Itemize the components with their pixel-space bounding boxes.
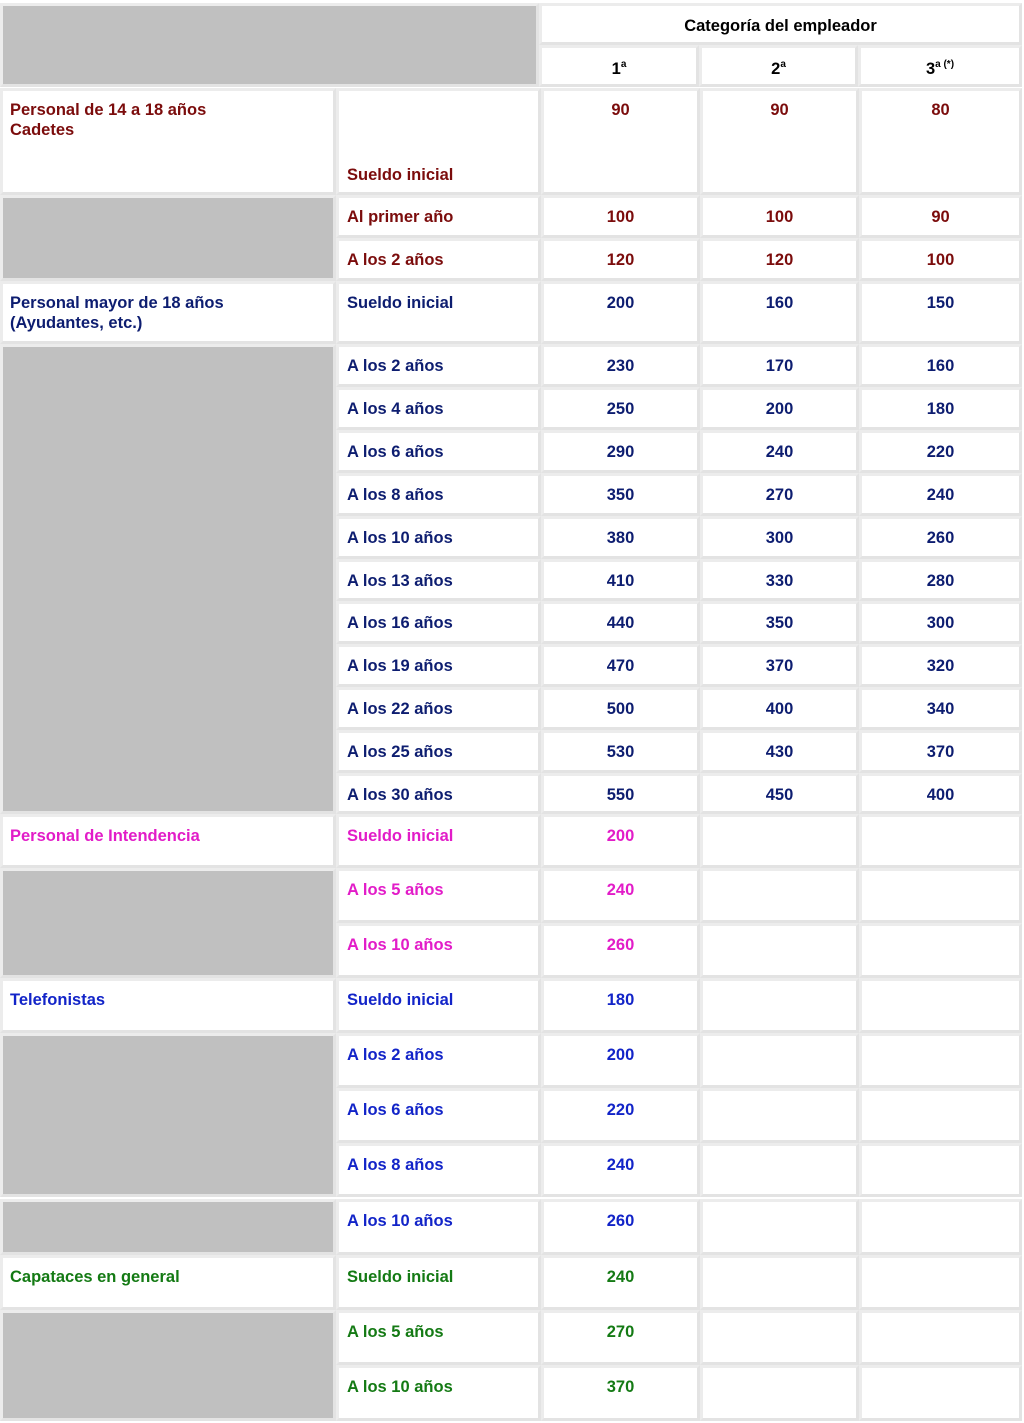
row-label-cell — [336, 601, 541, 644]
value-cell — [859, 195, 1022, 238]
cell-value: 160 — [765, 294, 794, 312]
cell-value: 170 — [765, 357, 794, 375]
value-cell — [541, 814, 700, 868]
value-cell — [700, 644, 859, 687]
cell-value: 260 — [926, 529, 955, 547]
value-cell — [859, 516, 1022, 559]
cell-value: 550 — [606, 786, 635, 804]
value-cell — [541, 687, 700, 730]
value-cell — [859, 559, 1022, 601]
value-cell — [859, 1033, 1022, 1088]
row-label: A los 6 años — [347, 443, 444, 461]
row-label-cell — [336, 1143, 541, 1197]
cell-value: 200 — [606, 827, 635, 845]
value-cell — [700, 601, 859, 644]
row-label-cell — [336, 923, 541, 978]
value-cell — [541, 773, 700, 814]
cell-value: 370 — [765, 657, 794, 675]
value-cell — [541, 644, 700, 687]
row-label: A los 5 años — [347, 881, 444, 899]
cell-value: 350 — [765, 614, 794, 632]
value-cell — [700, 1033, 859, 1088]
group-label: Personal de 14 a 18 años — [10, 101, 207, 119]
cell-value: 240 — [606, 881, 635, 899]
value-cell — [541, 1255, 700, 1310]
value-cell — [859, 344, 1022, 387]
value-cell — [859, 1199, 1022, 1255]
row-label-cell — [336, 1088, 541, 1143]
row-label: Sueldo inicial — [347, 166, 454, 184]
header-title: Categoría del empleador — [684, 17, 877, 35]
group-filler-cell — [0, 1033, 336, 1197]
cell-value: 240 — [765, 443, 794, 461]
value-cell — [859, 601, 1022, 644]
group-label-cell — [0, 814, 336, 868]
header-col-1 — [539, 45, 699, 87]
value-cell — [541, 601, 700, 644]
row-label-cell — [336, 1310, 541, 1365]
group-label-cell — [0, 1255, 336, 1310]
group-label: Capataces en general — [10, 1268, 180, 1286]
value-cell — [541, 1143, 700, 1197]
row-label: A los 10 años — [347, 936, 453, 954]
group-filler-cell — [0, 868, 336, 978]
header-col-2-label: 2$^a$ — [771, 59, 786, 78]
value-cell — [859, 430, 1022, 473]
cell-value: 180 — [926, 400, 955, 418]
row-label-cell — [336, 473, 541, 516]
value-cell — [859, 1365, 1022, 1421]
value-cell — [859, 1255, 1022, 1310]
value-cell — [700, 687, 859, 730]
row-label-cell — [336, 730, 541, 773]
value-cell — [541, 516, 700, 559]
row-label-cell — [336, 88, 541, 195]
group-filler-cell — [0, 1310, 336, 1421]
cell-value: 470 — [606, 657, 635, 675]
value-cell — [541, 1033, 700, 1088]
row-label: A los 2 años — [347, 357, 444, 375]
value-cell — [700, 516, 859, 559]
header-col-3 — [858, 45, 1022, 87]
value-cell — [700, 923, 859, 978]
value-cell — [541, 868, 700, 923]
row-label-cell — [336, 238, 541, 281]
cell-value: 250 — [606, 400, 635, 418]
value-cell — [541, 88, 700, 195]
value-cell — [541, 195, 700, 238]
cell-value: 120 — [765, 251, 794, 269]
group-filler-cell — [0, 1199, 336, 1255]
value-cell — [700, 1365, 859, 1421]
value-cell — [541, 730, 700, 773]
value-cell — [541, 923, 700, 978]
cell-value: 370 — [926, 743, 955, 761]
cell-value: 300 — [765, 529, 794, 547]
value-cell — [541, 1310, 700, 1365]
row-label-cell — [336, 516, 541, 559]
row-label: A los 8 años — [347, 486, 444, 504]
cell-value: 220 — [926, 443, 955, 461]
group-filler-cell — [0, 195, 336, 281]
row-label: Sueldo inicial — [347, 294, 454, 312]
value-cell — [541, 344, 700, 387]
value-cell — [541, 387, 700, 430]
value-cell — [541, 1365, 700, 1421]
value-cell — [859, 1088, 1022, 1143]
group-label: Cadetes — [10, 121, 75, 139]
cell-value: 380 — [606, 529, 635, 547]
cell-value: 240 — [926, 486, 955, 504]
cell-value: 370 — [606, 1378, 635, 1396]
header-col-2 — [699, 45, 858, 87]
row-label: Sueldo inicial — [347, 1268, 454, 1286]
cell-value: 410 — [606, 572, 635, 590]
value-cell — [859, 473, 1022, 516]
row-label: A los 2 años — [347, 251, 444, 269]
value-cell — [541, 1088, 700, 1143]
row-label-cell — [336, 814, 541, 868]
cell-value: 270 — [606, 1323, 635, 1341]
cell-value: 90 — [770, 101, 789, 119]
cell-value: 290 — [606, 443, 635, 461]
value-cell — [700, 730, 859, 773]
group-label-cell — [0, 978, 336, 1033]
row-label: A los 10 años — [347, 1378, 453, 1396]
row-label: A los 13 años — [347, 572, 453, 590]
cell-value: 120 — [606, 251, 635, 269]
row-label: A los 10 años — [347, 529, 453, 547]
value-cell — [859, 687, 1022, 730]
group-filler-cell — [0, 344, 336, 814]
value-cell — [700, 430, 859, 473]
value-cell — [859, 238, 1022, 281]
row-label: Sueldo inicial — [347, 827, 454, 845]
row-label-cell — [336, 1255, 541, 1310]
group-label: Telefonistas — [10, 991, 106, 1009]
cell-value: 160 — [926, 357, 955, 375]
row-label-cell — [336, 868, 541, 923]
row-label-cell — [336, 773, 541, 814]
value-cell — [700, 773, 859, 814]
value-cell — [859, 644, 1022, 687]
cell-value: 100 — [926, 251, 955, 269]
row-label: A los 6 años — [347, 1101, 444, 1119]
row-label-cell — [336, 1033, 541, 1088]
header-title-cell — [539, 3, 1022, 45]
cell-value: 200 — [606, 1046, 635, 1064]
row-label-cell — [336, 687, 541, 730]
value-cell — [541, 238, 700, 281]
value-cell — [700, 814, 859, 868]
value-cell — [700, 387, 859, 430]
cell-value: 90 — [611, 101, 630, 119]
value-cell — [700, 1310, 859, 1365]
cell-value: 500 — [606, 700, 635, 718]
value-cell — [700, 1143, 859, 1197]
cell-value: 440 — [606, 614, 635, 632]
value-cell — [700, 88, 859, 195]
value-cell — [859, 387, 1022, 430]
value-cell — [859, 1310, 1022, 1365]
cell-value: 240 — [606, 1156, 635, 1174]
value-cell — [700, 238, 859, 281]
cell-value: 270 — [765, 486, 794, 504]
group-label-cell — [0, 281, 336, 344]
cell-value: 100 — [606, 208, 635, 226]
value-cell — [700, 1255, 859, 1310]
cell-value: 200 — [606, 294, 635, 312]
value-cell — [859, 814, 1022, 868]
cell-value: 430 — [765, 743, 794, 761]
value-cell — [541, 281, 700, 344]
row-label: A los 25 años — [347, 743, 453, 761]
row-label: A los 22 años — [347, 700, 453, 718]
row-label-cell — [336, 1365, 541, 1421]
row-label-cell — [336, 644, 541, 687]
cell-value: 350 — [606, 486, 635, 504]
row-label-cell — [336, 195, 541, 238]
cell-value: 80 — [931, 101, 950, 119]
cell-value: 340 — [926, 700, 955, 718]
row-label-cell — [336, 430, 541, 473]
row-label: Al primer año — [347, 208, 454, 226]
cell-value: 330 — [765, 572, 794, 590]
value-cell — [859, 868, 1022, 923]
row-label: A los 4 años — [347, 400, 444, 418]
cell-value: 90 — [931, 208, 950, 226]
value-cell — [700, 978, 859, 1033]
group-label: Personal de Intendencia — [10, 827, 200, 845]
row-label-cell — [336, 978, 541, 1033]
header-corner-cell — [0, 3, 539, 87]
value-cell — [700, 1199, 859, 1255]
value-cell — [859, 281, 1022, 344]
value-cell — [700, 559, 859, 601]
value-cell — [859, 923, 1022, 978]
row-label: A los 10 años — [347, 1212, 453, 1230]
cell-value: 180 — [606, 991, 635, 1009]
value-cell — [859, 773, 1022, 814]
cell-value: 230 — [606, 357, 635, 375]
cell-value: 260 — [606, 936, 635, 954]
row-label: A los 19 años — [347, 657, 453, 675]
value-cell — [541, 473, 700, 516]
group-label-cell — [0, 88, 336, 195]
value-cell — [541, 430, 700, 473]
row-label: A los 30 años — [347, 786, 453, 804]
cell-value: 320 — [926, 657, 955, 675]
row-label-cell — [336, 559, 541, 601]
cell-value: 260 — [606, 1212, 635, 1230]
cell-value: 400 — [765, 700, 794, 718]
value-cell — [700, 281, 859, 344]
cell-value: 300 — [926, 614, 955, 632]
value-cell — [700, 473, 859, 516]
row-label-cell — [336, 387, 541, 430]
row-label: Sueldo inicial — [347, 991, 454, 1009]
cell-value: 280 — [926, 572, 955, 590]
group-label: Personal mayor de 18 años — [10, 294, 224, 312]
row-label: A los 5 años — [347, 1323, 444, 1341]
row-label: A los 16 años — [347, 614, 453, 632]
cell-value: 400 — [926, 786, 955, 804]
cell-value: 100 — [765, 208, 794, 226]
value-cell — [541, 1199, 700, 1255]
value-cell — [700, 868, 859, 923]
row-label-cell — [336, 344, 541, 387]
value-cell — [859, 730, 1022, 773]
cell-value: 530 — [606, 743, 635, 761]
group-label: (Ayudantes, etc.) — [10, 314, 143, 332]
row-label-cell — [336, 281, 541, 344]
value-cell — [700, 195, 859, 238]
value-cell — [700, 1088, 859, 1143]
value-cell — [700, 344, 859, 387]
header-col-3-label: $3^{a (*)}$ — [925, 59, 955, 78]
cell-value: 450 — [765, 786, 794, 804]
cell-value: 220 — [606, 1101, 635, 1119]
value-cell — [859, 1143, 1022, 1197]
row-label-cell — [336, 1199, 541, 1255]
row-label: A los 8 años — [347, 1156, 444, 1174]
value-cell — [859, 88, 1022, 195]
value-cell — [541, 978, 700, 1033]
cell-value: 150 — [926, 294, 955, 312]
header-col-1-label: 1$^a$ — [611, 59, 627, 78]
cell-value: 200 — [765, 400, 794, 418]
value-cell — [541, 559, 700, 601]
cell-value: 240 — [606, 1268, 635, 1286]
value-cell — [859, 978, 1022, 1033]
row-label: A los 2 años — [347, 1046, 444, 1064]
